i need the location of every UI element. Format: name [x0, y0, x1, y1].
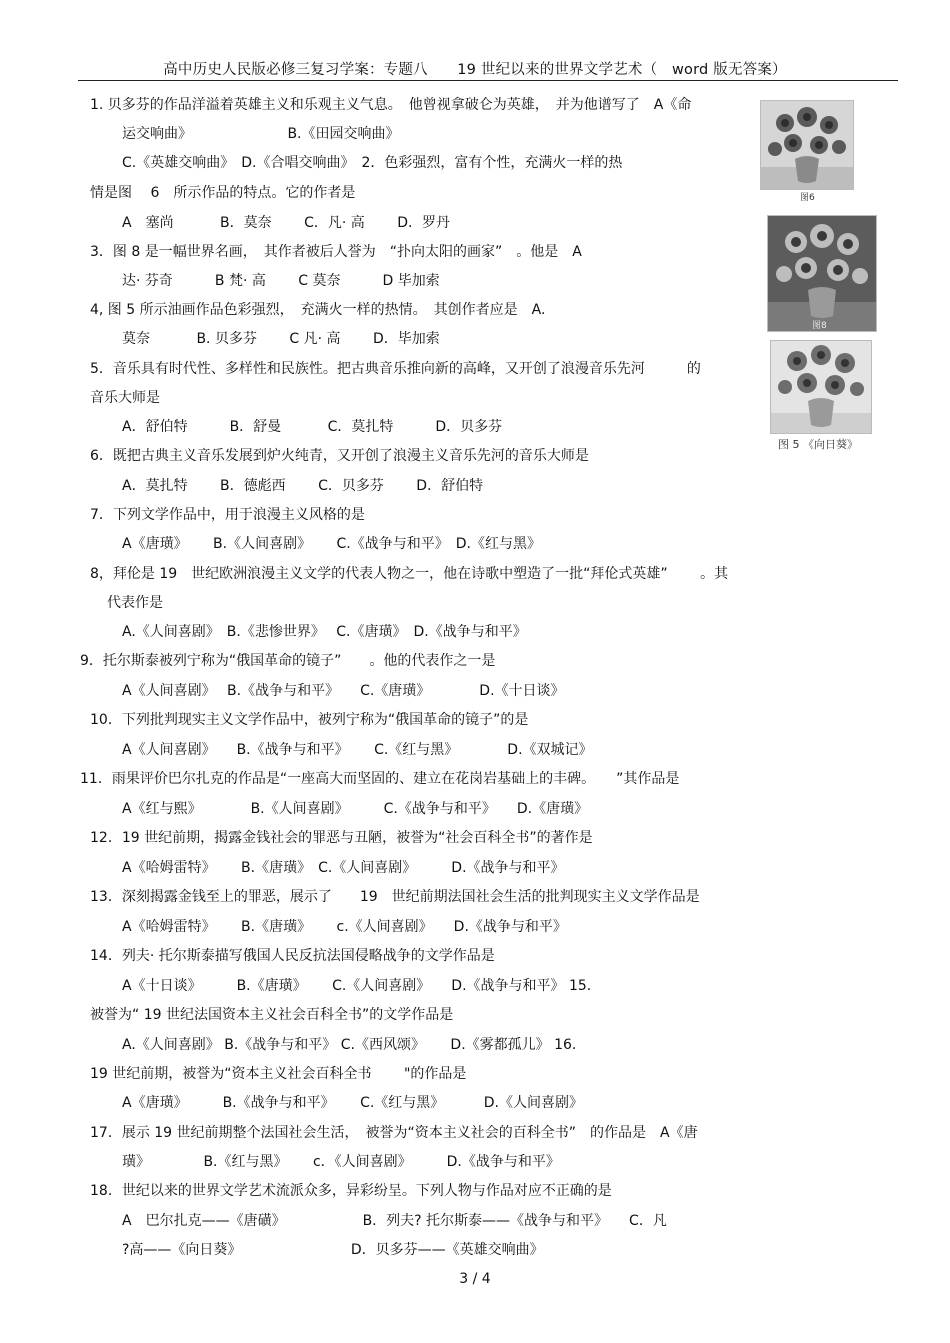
text-line: A《红与熙》 B.《人间喜剧》 C.《战争与和平》 D.《唐璜》 [122, 801, 589, 817]
text-line: 代表作是 [107, 595, 163, 611]
text-line: C.《英雄交响曲》 D.《合唱交响曲》 2．色彩强烈，富有个性，充满火一样的热 [122, 155, 623, 171]
text-line: 14．列夫· 托尔斯泰描写俄国人民反抗法国侵略战争的文学作品是 [90, 948, 495, 964]
text-line: 6．既把古典主义音乐发展到炉火纯青，又开创了浪漫主义音乐先河的音乐大师是 [90, 448, 589, 464]
text-line: 1. 贝多芬的作品洋溢着英雄主义和乐观主义气息。 他曾视拿破仑为英雄， 并为他谱写了 A《命 [90, 97, 692, 113]
figure-6-caption: 图6 [800, 193, 815, 203]
text-line: A《十日谈》 B.《唐璜》 C.《人间喜剧》 D.《战争与和平》 15. [122, 978, 592, 994]
text-line: 音乐大师是 [90, 390, 160, 406]
text-line: 被誉为“ 19 世纪法国资本主义社会百科全书”的文学作品是 [90, 1007, 454, 1023]
text-line: 7．下列文学作品中，用于浪漫主义风格的是 [90, 507, 365, 523]
text-line: 情是图 6 所示作品的特点。它的作者是 [90, 185, 356, 201]
text-line: A 巴尔扎克——《唐磺》 B．列夫? 托尔斯泰——《战争与和平》 C．凡 [122, 1213, 667, 1229]
text-line: 4, 图 5 所示油画作品色彩强烈， 充满火一样的热情。 其创作者应是 A. [90, 302, 546, 318]
text-line: 3．图 8 是一幅世界名画， 其作者被后人誉为 “扑向太阳的画家” 。他是 A [90, 244, 582, 260]
text-line: 莫奈 B. 贝多芬 C 凡· 高 D．毕加索 [122, 331, 440, 347]
text-line: A《哈姆雷特》 B.《唐璜》 c.《人间喜剧》 D.《战争与和平》 [122, 919, 567, 935]
text-line: A《唐璜》 B.《战争与和平》 C.《红与黑》 D.《人间喜剧》 [122, 1095, 583, 1111]
text-line: 19 世纪前期，被誉为“资本主义社会百科全书 "的作品是 [90, 1066, 467, 1082]
text-line: A 塞尚 B．莫奈 C．凡· 高 D．罗丹 [122, 215, 450, 231]
text-line: 10．下列批判现实主义文学作品中，被列宁称为“俄国革命的镜子”的是 [90, 712, 529, 728]
text-line: 13．深刻揭露金钱至上的罪恶，展示了 19 世纪前期法国社会生活的批判现实主义文学作品是 [90, 889, 700, 905]
figure-8-caption: 图8 [812, 321, 827, 331]
text-line: 运交响曲》 B.《田园交响曲》 [122, 126, 400, 142]
text-line: 达· 芬奇 B 梵· 高 C 莫奈 D 毕加索 [122, 273, 440, 289]
text-line: 12．19 世纪前期，揭露金钱社会的罪恶与丑陋，被誉为“社会百科全书”的著作是 [90, 830, 593, 846]
text-line: ?高——《向日葵》 D．贝多芬——《英雄交响曲》 [122, 1242, 544, 1258]
text-line: 11．雨果评价巴尔扎克的作品是“一座高大而坚固的、建立在花岗岩基础上的丰碑。 ”其作品是 [80, 771, 680, 787]
text-line: 璜》 B.《红与黑》 c．《人间喜剧》 D.《战争与和平》 [122, 1154, 560, 1170]
text-line: 18．世纪以来的世界文学艺术流派众多，异彩纷呈。下列人物与作品对应不正确的是 [90, 1183, 612, 1199]
text-line: A《人间喜剧》 B.《战争与和平》 C.《唐璜》 D.《十日谈》 [122, 683, 565, 699]
text-line: A《唐璜》 B.《人间喜剧》 C.《战争与和平》 D.《红与黑》 [122, 536, 541, 552]
text-line: 9．托尔斯泰被列宁称为“俄国革命的镜子” 。他的代表作之一是 [80, 653, 496, 669]
text-line: A．舒伯特 B．舒曼 C．莫扎特 D．贝多芬 [122, 419, 503, 435]
page-number: 3 / 4 [459, 1271, 491, 1287]
figure-5-sunflowers [770, 340, 872, 434]
header-divider [78, 80, 898, 81]
text-line: 8，拜伦是 19 世纪欧洲浪漫主义文学的代表人物之一，他在诗歌中塑造了一批“拜伦式英雄” 。其 [90, 566, 729, 582]
figure-6-sunflowers [760, 100, 854, 190]
text-line: A．莫扎特 B．德彪西 C．贝多芬 D．舒伯特 [122, 478, 484, 494]
text-line: 5．音乐具有时代性、多样性和民族性。把古典音乐推向新的高峰，又开创了浪漫音乐先河 的 [90, 361, 701, 377]
text-line: A《哈姆雷特》 B.《唐璜》 C.《人间喜剧》 D.《战争与和平》 [122, 860, 565, 876]
text-line: A.《人间喜剧》 B.《悲惨世界》 C.《唐璜》 D.《战争与和平》 [122, 624, 527, 640]
figure-5-caption: 图 5 《向日葵》 [778, 438, 858, 451]
page-header: 高中历史人民版必修三复习学案：专题八 19 世纪以来的世界文学艺术（ word 版无答案） [163, 62, 787, 78]
text-line: A《人间喜剧》 B.《战争与和平》 C.《红与黑》 D.《双城记》 [122, 742, 593, 758]
text-line: 17．展示 19 世纪前期整个法国社会生活， 被誉为“资本主义社会的百科全书” 的作品是 A《唐 [90, 1125, 698, 1141]
text-line: A.《人间喜剧》 B.《战争与和平》 C.《西风颂》 D.《雾都孤儿》 16. [122, 1037, 577, 1053]
figure-8-sunflowers [767, 215, 877, 332]
